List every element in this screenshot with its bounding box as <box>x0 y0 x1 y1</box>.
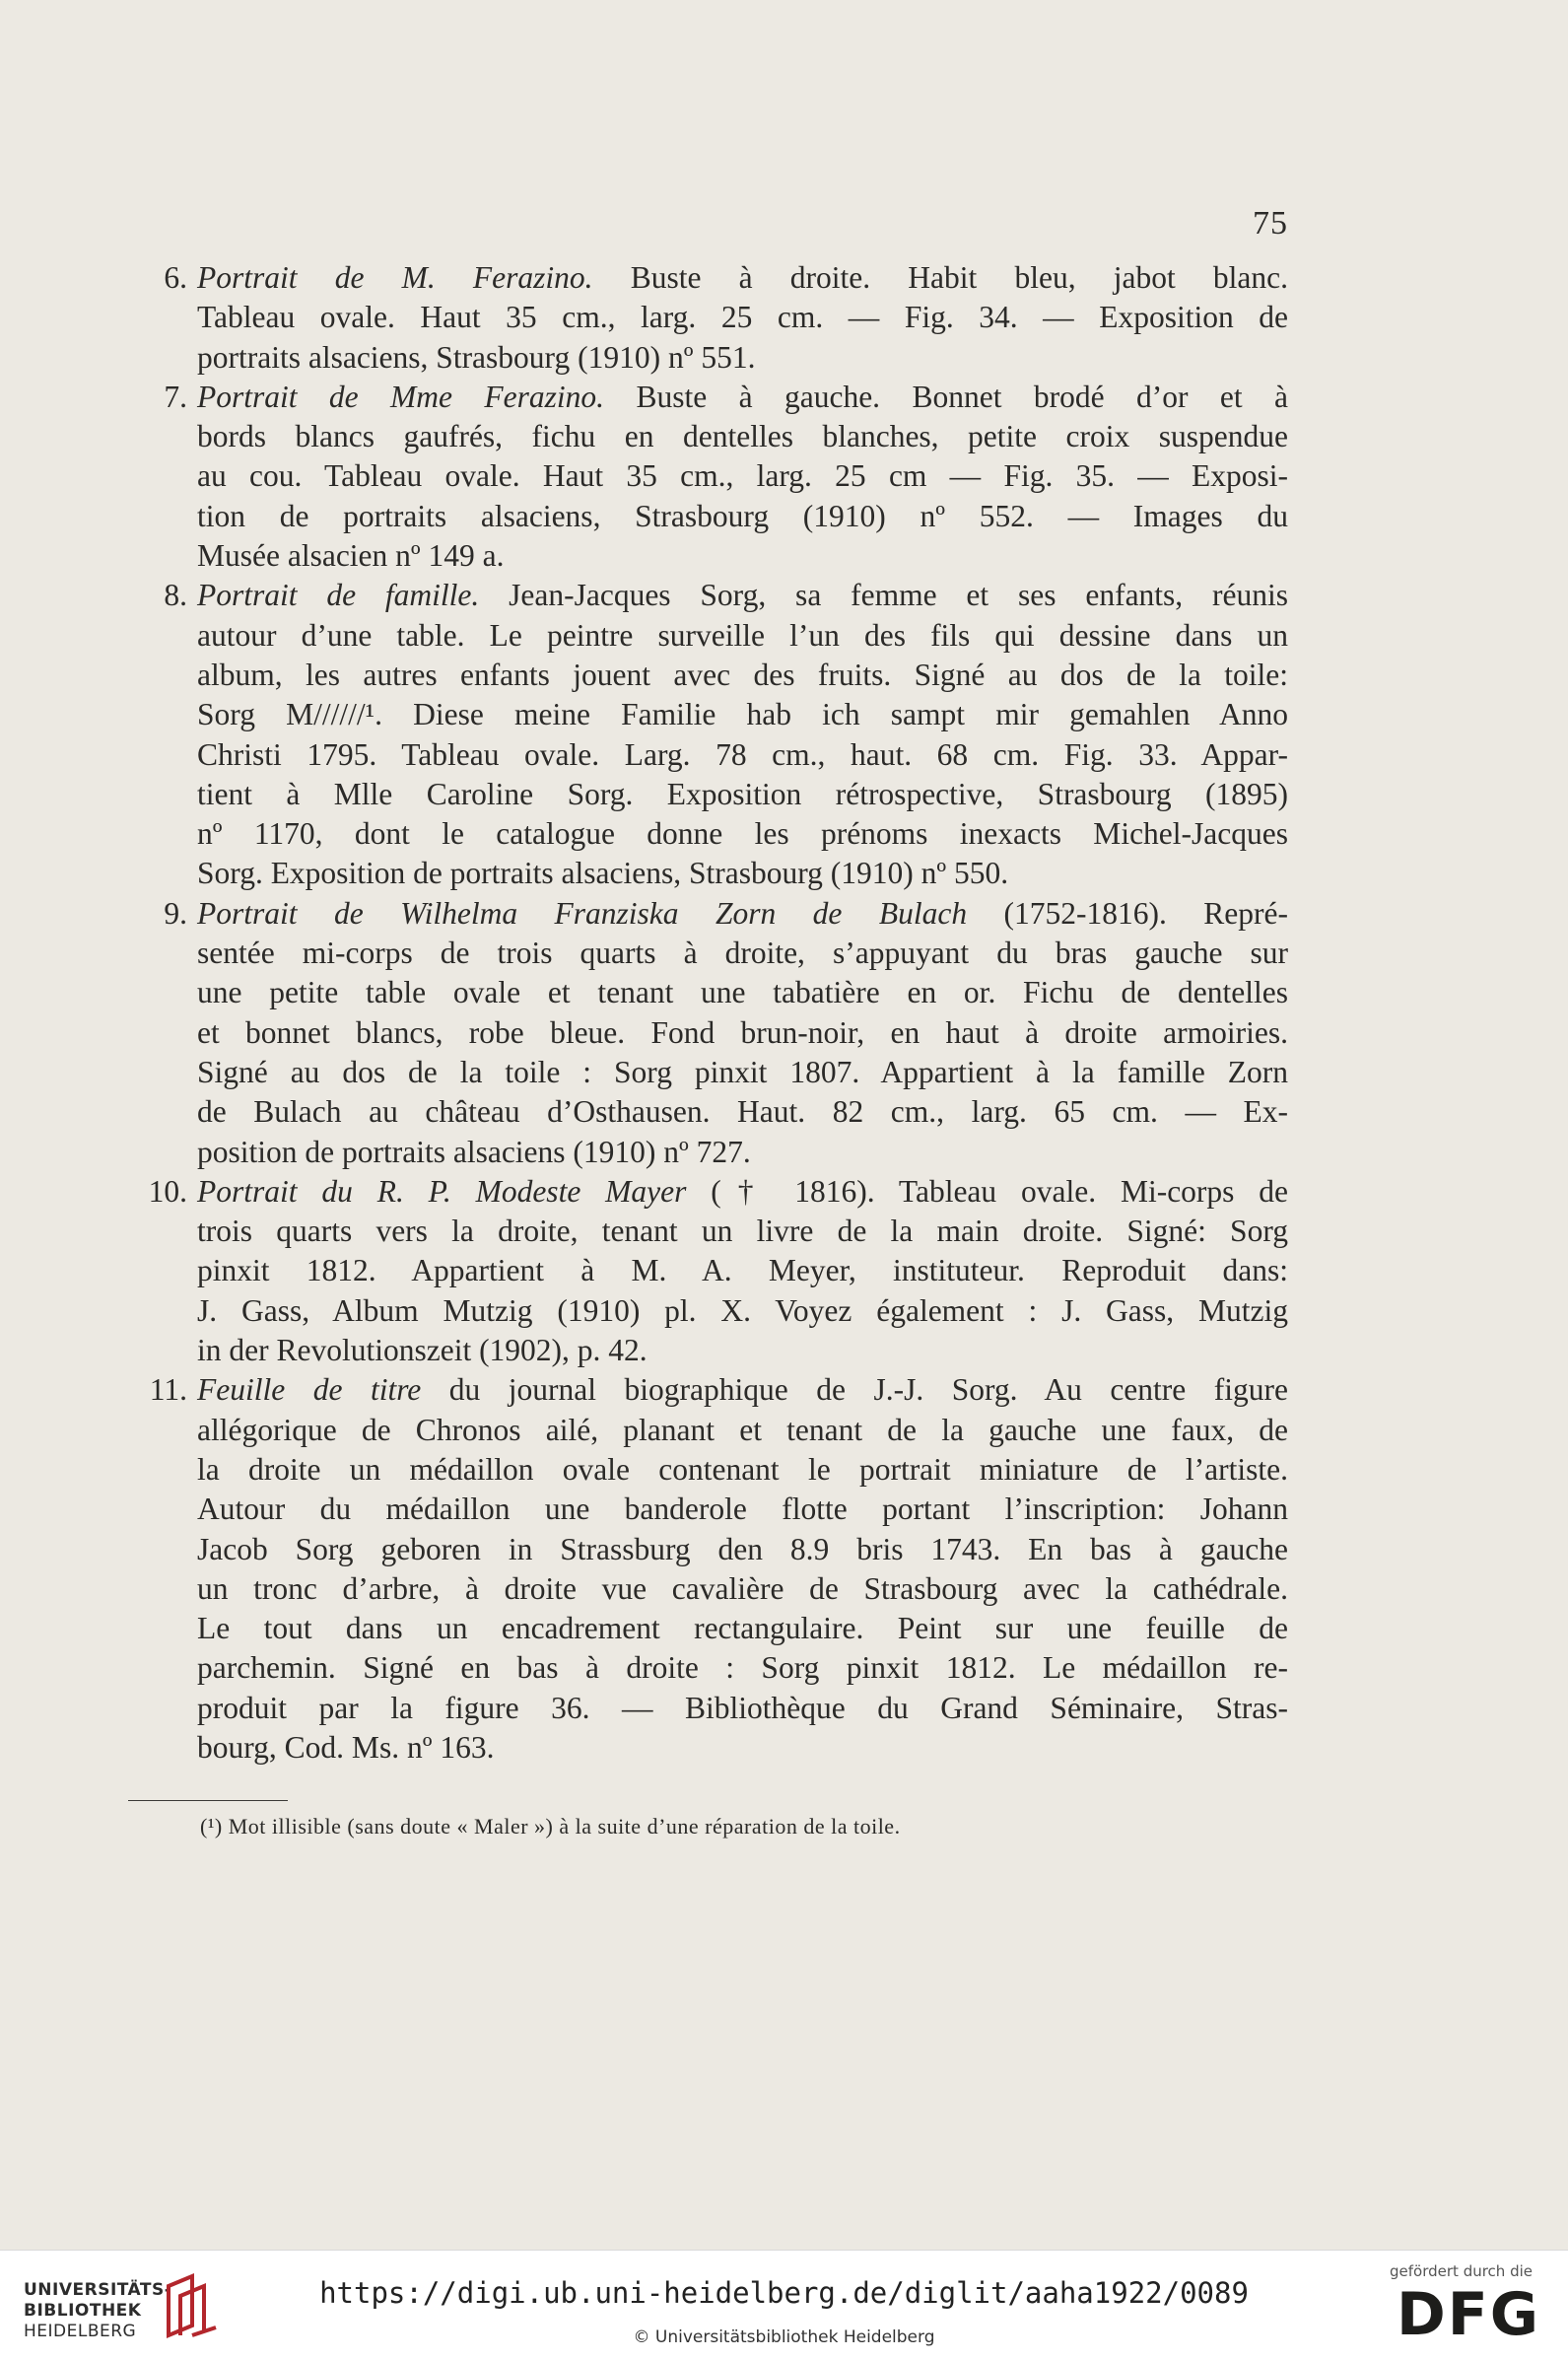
dfg-caption: gefördert durch die <box>1390 2262 1533 2280</box>
entry-line <box>197 258 1288 298</box>
catalogue-entry <box>143 378 1288 576</box>
catalogue-entries <box>143 258 1288 1768</box>
entry-line <box>197 1053 1288 1092</box>
footnote <box>200 1814 901 1839</box>
entry-text: tion de portraits alsaciens, Strasbourg (1910) nº 552. — Images du <box>197 498 1288 533</box>
entry-line <box>197 656 1288 695</box>
entry-line <box>197 1291 1288 1331</box>
entry-line <box>197 1133 1288 1172</box>
entry-text: un tronc d’arbre, à droite vue cavalière de Strasbourg avec la cathédrale. <box>197 1570 1288 1606</box>
viewer-footer <box>0 2250 1568 2360</box>
entry-text: produit par la figure 36. — Bibliothèque du Grand Séminaire, Stras- <box>197 1690 1288 1725</box>
entry-text: une petite table ovale et tenant une tabatière en or. Fichu de dentelles <box>197 975 1288 1010</box>
entry-line <box>197 894 1288 934</box>
entry-text: bourg, Cod. Ms. nº 163. <box>197 1729 495 1765</box>
entry-text: au cou. Tableau ovale. Haut 35 cm., larg. 25 cm — Fig. 35. — Exposi- <box>197 458 1288 494</box>
entry-text: in der Revolutionszeit (1902), p. 42. <box>197 1333 648 1368</box>
entry-text: Jean-Jacques Sorg, sa femme et ses enfants, réunis <box>479 578 1289 613</box>
entry-line <box>197 616 1288 656</box>
entry-line <box>197 1013 1288 1053</box>
entry-text: position de portraits alsaciens (1910) nº 727. <box>197 1134 751 1169</box>
entry-text: du journal biographique de J.-J. Sorg. Au centre figure <box>421 1372 1288 1408</box>
entry-line <box>197 854 1288 893</box>
logo-line-2: BIBLIOTHEK <box>24 2301 142 2321</box>
catalogue-entry <box>143 1370 1288 1768</box>
entry-line <box>197 1450 1288 1490</box>
entry-text: bords blancs gaufrés, fichu en dentelles blanches, petite croix suspendue <box>197 419 1288 454</box>
entry-line <box>197 1411 1288 1450</box>
catalogue-entry <box>143 576 1288 893</box>
dfg-logo: DFG <box>1396 2280 1540 2349</box>
entry-line <box>197 1212 1288 1251</box>
entry-text: pinxit 1812. Appartient à M. A. Meyer, instituteur. Reproduit dans: <box>197 1253 1288 1288</box>
entry-line <box>197 378 1288 417</box>
entry-line <box>197 1251 1288 1290</box>
logo-line-1: UNIVERSITÄTS- <box>24 2280 172 2300</box>
entry-text: tient à Mlle Caroline Sorg. Exposition rétrospective, Strasbourg (1895) <box>197 776 1288 811</box>
entry-line <box>197 1609 1288 1648</box>
entry-line <box>197 298 1288 337</box>
entry-line <box>197 1370 1288 1410</box>
entry-line <box>197 576 1288 615</box>
entry-text: et bonnet blancs, robe bleue. Fond brun-noir, en haut à droite armoiries. <box>197 1014 1288 1050</box>
entry-line <box>197 1648 1288 1688</box>
footnote-mark: (¹) <box>200 1814 223 1839</box>
entry-line <box>197 1728 1288 1768</box>
footnote-rule <box>128 1800 288 1801</box>
entry-text: autour d’une table. Le peintre surveille l’un des fils qui dessine dans un <box>197 617 1288 653</box>
entry-number: 8. <box>164 578 187 613</box>
entry-title: Portrait du R. P. Modeste Mayer <box>197 1173 687 1209</box>
entry-number: 9. <box>164 895 187 931</box>
entry-text: Buste à droite. Habit bleu, jabot blanc. <box>592 260 1288 295</box>
entry-title: Portrait de famille. <box>197 578 480 613</box>
entry-text: Christi 1795. Tableau ovale. Larg. 78 cm., haut. 68 cm. Fig. 33. Appar- <box>197 736 1288 772</box>
entry-text: album, les autres enfants jouent avec des fruits. Signé au dos de la toile: <box>197 657 1288 692</box>
entry-line <box>197 338 1288 378</box>
entry-number: 6. <box>164 260 187 295</box>
entry-text: la droite un médaillon ovale contenant le portrait miniature de l’artiste. <box>197 1451 1288 1487</box>
entry-line <box>197 1092 1288 1132</box>
entry-line <box>197 775 1288 814</box>
entry-line <box>197 1530 1288 1569</box>
permalink-url[interactable]: https://digi.ub.uni-heidelberg.de/diglit/aaha1922/0089 <box>319 2276 1249 2310</box>
entry-line <box>197 814 1288 854</box>
entry-line <box>197 1569 1288 1609</box>
entry-text: trois quarts vers la droite, tenant un livre de la main droite. Signé: Sorg <box>197 1214 1288 1249</box>
page-number: 75 <box>1253 205 1288 242</box>
entry-line <box>197 1172 1288 1212</box>
entry-text: de Bulach au château d’Osthausen. Haut. 82 cm., larg. 65 cm. — Ex- <box>197 1094 1288 1130</box>
entry-line <box>197 735 1288 775</box>
entry-line <box>197 417 1288 456</box>
entry-line <box>197 695 1288 734</box>
entry-title: Portrait de Wilhelma Franziska Zorn de Bulach <box>197 895 968 931</box>
entry-title: Feuille de titre <box>197 1372 422 1408</box>
entry-line <box>197 1689 1288 1728</box>
entry-text: portraits alsaciens, Strasbourg (1910) nº 551. <box>197 339 756 375</box>
entry-text: Sorg M//////¹. Diese meine Familie hab ich sampt mir gemahlen Anno <box>197 697 1288 732</box>
catalogue-entry <box>143 894 1288 1172</box>
entry-text: († 1816). Tableau ovale. Mi-corps de <box>686 1173 1289 1209</box>
entry-line <box>197 497 1288 536</box>
entry-line <box>197 1331 1288 1370</box>
entry-text: allégorique de Chronos ailé, planant et tenant de la gauche une faux, de <box>197 1412 1288 1447</box>
entry-text: Le tout dans un encadrement rectangulaire. Peint sur une feuille de <box>197 1611 1288 1646</box>
entry-text: Sorg. Exposition de portraits alsaciens, Strasbourg (1910) nº 550. <box>197 856 1009 891</box>
entry-line <box>197 934 1288 973</box>
entry-line <box>197 1490 1288 1529</box>
entry-title: Portrait de Mme Ferazino. <box>197 379 605 414</box>
entry-number: 10. <box>148 1173 187 1209</box>
entry-line <box>197 456 1288 496</box>
entry-text: nº 1170, dont le catalogue donne les prénoms inexacts Michel-Jacques <box>197 816 1288 852</box>
entry-title: Portrait de M. Ferazino. <box>197 260 593 295</box>
entry-text: Autour du médaillon une banderole flotte portant l’inscription: Johann <box>197 1492 1288 1527</box>
logo-line-3: HEIDELBERG <box>24 2322 137 2341</box>
entry-text: Jacob Sorg geboren in Strassburg den 8.9 bris 1743. En bas à gauche <box>197 1531 1288 1566</box>
catalogue-entry <box>143 258 1288 378</box>
entry-text: Buste à gauche. Bonnet brodé d’or et à <box>604 379 1288 414</box>
entry-number: 11. <box>149 1372 187 1408</box>
entry-line <box>197 973 1288 1012</box>
entry-text: Tableau ovale. Haut 35 cm., larg. 25 cm. — Fig. 34. — Exposition de <box>197 300 1288 335</box>
entry-text: Musée alsacien nº 149 a. <box>197 538 505 574</box>
entry-text: J. Gass, Album Mutzig (1910) pl. X. Voyez également : J. Gass, Mutzig <box>197 1292 1288 1328</box>
entry-text: (1752-1816). Repré- <box>967 895 1288 931</box>
entry-text: Signé au dos de la toile : Sorg pinxit 1807. Appartient à la famille Zorn <box>197 1054 1288 1089</box>
copyright-text: © Universitätsbibliothek Heidelberg <box>633 2327 935 2347</box>
entry-text: sentée mi-corps de trois quarts à droite, s’appuyant du bras gauche sur <box>197 936 1288 971</box>
entry-number: 7. <box>164 379 187 414</box>
entry-line <box>197 536 1288 576</box>
entry-text: parchemin. Signé en bas à droite : Sorg pinxit 1812. Le médaillon re- <box>197 1650 1288 1686</box>
catalogue-entry <box>143 1172 1288 1370</box>
footnote-text: Mot illisible (sans doute « Maler ») à la suite d’une réparation de la toile. <box>222 1814 901 1839</box>
